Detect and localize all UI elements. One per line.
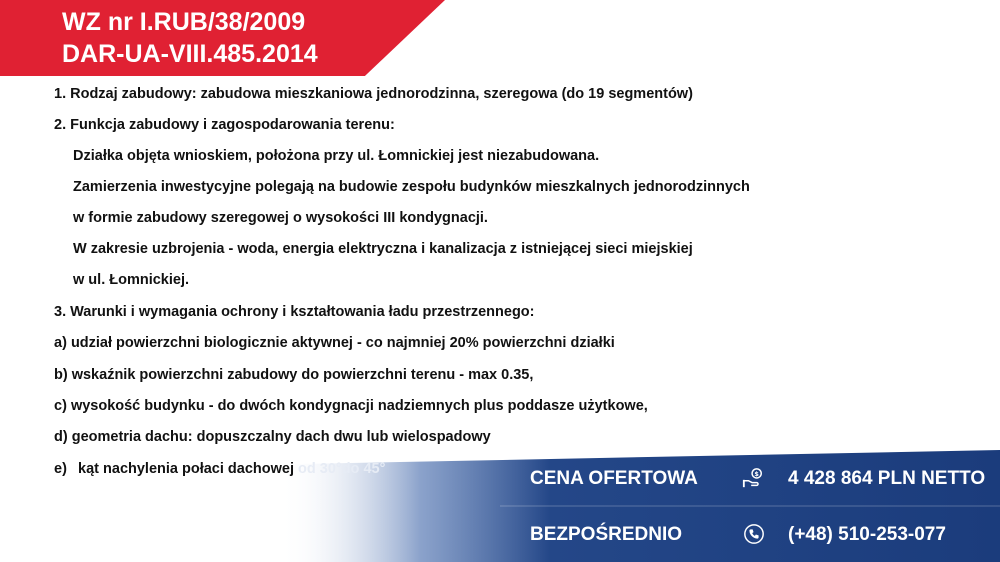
item-3: 3. Warunki i wymagania ochrony i kształtowania ładu przestrzennego: bbox=[54, 304, 535, 320]
money-hand-icon bbox=[742, 467, 764, 489]
paragraph-2b: w formie zabudowy szeregowej o wysokości III kondygnacji. bbox=[73, 210, 488, 226]
list-text-c: wysokość budynku - do dwóch kondygnacji nadziemnych plus poddasze użytkowe, bbox=[70, 398, 648, 414]
paragraph-1: Działka objęta wnioskiem, położona przy ul. Łomnickiej jest niezabudowana. bbox=[73, 148, 600, 164]
list-item-b bbox=[54, 367, 533, 383]
item-2: 2. Funkcja zabudowy i zagospodarowania terenu: bbox=[54, 117, 395, 133]
list-label-a: a) bbox=[54, 335, 67, 351]
direct-label: BEZPOŚREDNIO bbox=[530, 524, 683, 545]
paragraph-3b: w ul. Łomnickiej. bbox=[73, 272, 190, 288]
list-text-e-dark: kąt nachylenia połaci dachowej bbox=[78, 461, 299, 477]
phone-icon bbox=[743, 523, 765, 545]
paragraph-2a: Zamierzenia inwestycyjne polegają na budowie zespołu budynków mieszkalnych jednorodzinnych bbox=[73, 179, 750, 195]
title-line-2: DAR-UA-VIII.485.2014 bbox=[62, 40, 318, 68]
svg-text:$: $ bbox=[754, 470, 759, 479]
list-label-b: b) bbox=[54, 367, 68, 383]
paragraph-3a: W zakresie uzbrojenia - woda, energia elektryczna i kanalizacja z istniejącej sieci miejskiej bbox=[73, 241, 693, 257]
list-label-e: e) bbox=[54, 461, 67, 477]
price-label: CENA OFERTOWA bbox=[530, 468, 698, 489]
title-line-1: WZ nr I.RUB/38/2009 bbox=[62, 8, 306, 36]
list-item-c bbox=[54, 398, 648, 414]
list-label-d: d) bbox=[54, 429, 68, 445]
phone-number[interactable]: (+48) 510-253-077 bbox=[788, 524, 946, 545]
list-text-a: udział powierzchni biologicznie aktywnej - co najmniej 20% powierzchni działki bbox=[70, 335, 615, 351]
list-item-a bbox=[54, 335, 615, 351]
list-text-e-light: od 30°do 45° bbox=[298, 461, 386, 477]
item-1: 1. Rodzaj zabudowy: zabudowa mieszkaniowa jednorodzinna, szeregowa (do 19 segmentów) bbox=[54, 86, 693, 102]
list-text-d: geometria dachu: dopuszczalny dach dwu lub wielospadowy bbox=[71, 429, 491, 445]
list-text-b: wskaźnik powierzchni zabudowy do powierzchni terenu - max 0.35, bbox=[71, 367, 534, 383]
list-item-e bbox=[54, 461, 385, 477]
list-label-c: c) bbox=[54, 398, 67, 414]
price-value: 4 428 864 PLN NETTO bbox=[788, 468, 986, 489]
